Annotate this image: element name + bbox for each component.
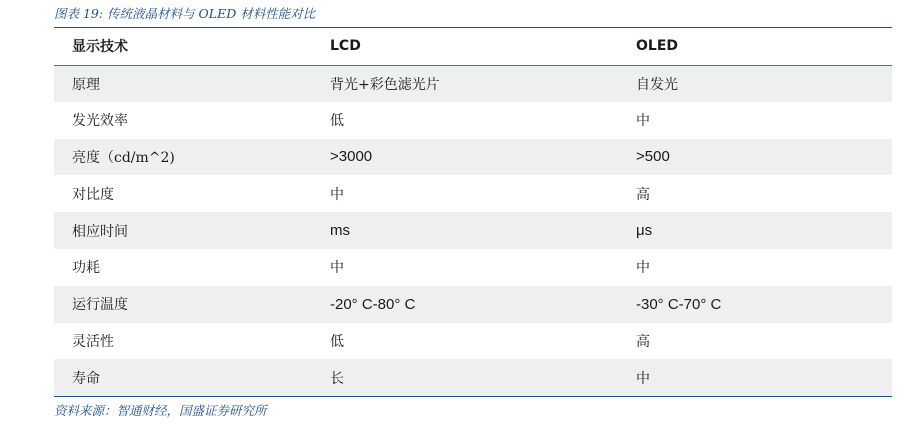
table-header-row [54,28,892,65]
header-oled: OLED [618,28,892,65]
oled-value: >500 [618,139,892,176]
oled-value: 自发光 [618,65,892,102]
lcd-value: -20° C-80° C [312,286,618,323]
table-row [54,249,892,286]
lcd-value: 中 [312,249,618,286]
oled-value: 中 [618,249,892,286]
oled-value: 高 [618,175,892,212]
comparison-table-wrapper [54,27,892,396]
lcd-value: 背光+彩色滤光片 [312,65,618,102]
table-row [54,102,892,139]
row-label: 亮度（cd/m^2) [54,139,312,176]
table-row [54,286,892,323]
row-label: 功耗 [54,249,312,286]
source-note: 资料来源：智通财经，国盛证券研究所 [54,403,267,418]
table-row [54,323,892,360]
table-row [54,139,892,176]
comparison-table [54,28,892,396]
row-label: 发光效率 [54,102,312,139]
oled-value: 高 [618,323,892,360]
figure-caption: 图表 19: 传统液晶材料与 OLED 材料性能对比 [54,6,316,21]
table-row [54,65,892,102]
lcd-value: 低 [312,102,618,139]
lcd-value: >3000 [312,139,618,176]
table-row [54,212,892,249]
row-label: 寿命 [54,359,312,396]
row-label: 运行温度 [54,286,312,323]
table-bottom-rule [54,396,892,397]
header-lcd: LCD [312,28,618,65]
header-display-technology: 显示技术 [54,28,312,65]
lcd-value: ms [312,212,618,249]
table-row [54,359,892,396]
row-label: 原理 [54,65,312,102]
row-label: 相应时间 [54,212,312,249]
lcd-value: 低 [312,323,618,360]
table-row [54,175,892,212]
row-label: 灵活性 [54,323,312,360]
lcd-value: 长 [312,359,618,396]
row-label: 对比度 [54,175,312,212]
oled-value: 中 [618,102,892,139]
oled-value: μs [618,212,892,249]
lcd-value: 中 [312,175,618,212]
oled-value: 中 [618,359,892,396]
oled-value: -30° C-70° C [618,286,892,323]
